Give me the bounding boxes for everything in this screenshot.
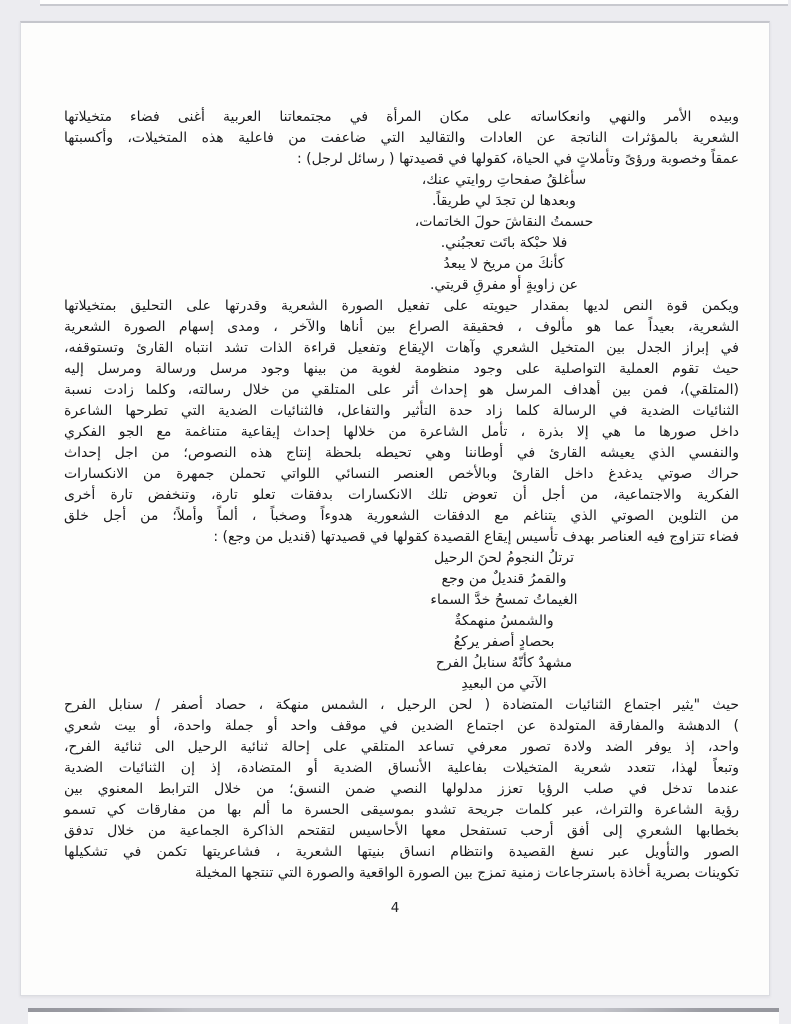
next-page-top-shadow xyxy=(28,1008,779,1012)
text-line: فضاء تتزاوج فيه العناصر بهدف تأسيس إيقاع القصيدة كقولها في قصيدتها (قنديل من وجع) : xyxy=(213,529,739,545)
text-line: ترتلُ النجومُ لحنَ الرحيل xyxy=(433,550,575,566)
text-line: وبعدها لن تجدَ لي طريقاً. xyxy=(432,193,576,209)
text-line: والشمسُ منهمكةٌ xyxy=(454,613,554,629)
paragraph-block xyxy=(64,107,739,170)
text-line: الشعرية بالمؤثرات الناتجة عن العادات والتقاليد التي ضاعفت من فاعلية هذه المتخيلات، وأكسبتها xyxy=(64,130,739,146)
text-line: الشعرية، بعيداً عما هو مألوف ، فحقيقة الصراع بين أناها والآخر ، ومدى إسهام الصورة الشعرية xyxy=(64,319,739,335)
poem-block xyxy=(64,548,739,695)
text-line: حراك صوتي يدغدغ داخل القارئ وبالأخص العنصر النسائي اللواتي تحملن جمهرة من الانكسارات xyxy=(64,466,739,482)
text-line: عمقاً وخصوبة ورؤىً وتأملاتٍ في الحياة، كقولها في قصيدتها ( رسائل لرجل) : xyxy=(297,151,739,167)
text-line: بحصادٍ أصفر يركعُ xyxy=(453,634,555,650)
text-line: من التلوين الصوتي الذي يتناغم مع الدفقات الشعورية هدوءاً وصخباً ، ألماً وأملاً؛ من أجل خلق xyxy=(64,508,739,524)
text-line: وتبعاً لهذا، تتعدد شعرية المتخيلات بفاعلية الأنساق الضدية أو المتضادة، إذ إن الثنائيات الضدية xyxy=(64,760,739,776)
text-line: في إبراز الجدل بين المتخيل الشعري وآهات الإيقاع وتفعيل قراءة الذات تشد انتباه القارئ وتستوقفه، xyxy=(64,340,739,356)
text-line: واحد، إذ يوفر الضد ولادة تصور معرفي تساعد المتلقي على إحالة ثنائية الرحيل الى ثنائية الفرح، xyxy=(64,739,739,755)
poem-block xyxy=(64,170,739,296)
text-line: عن زاويةٍ أو مفرقِ قريتي. xyxy=(429,277,579,293)
text-line: حيث "يثير اجتماع الثنائيات المتضادة ( لحن الرحيل ، الشمس منهكة ، حصاد أصفر / سنابل الفرح xyxy=(64,697,739,713)
text-line: حسمتُ النقاشَ حولَ الخاتمات، xyxy=(414,214,594,230)
text-line: رؤية الشاعرة والتراث، عبر كلمات جريحة تشدو بموسيقى الحسرة ما ألم بها من مفارقات كي تسمو xyxy=(64,802,739,818)
text-line: كأنكَ من مريخ لا يبعدُ xyxy=(443,256,565,272)
text-line: تكوينات بصرية أخاذة باسترجاعات زمنية تمزج بين الصورة الواقعية والصورة التي تنتجها المخيلة xyxy=(195,865,739,881)
text-line: عندما تدخل في صلب الرؤيا تعزز مدلولها النصي ضمن النسق؛ من خلال الترابط المعنوي بين xyxy=(64,781,739,797)
text-line: (المتلقي)، فمن بين أهداف المرسل هو إحداث أثر على المتلقي من خلال رسالته، وكلما زادت نسبة xyxy=(64,382,739,398)
text-line: والقمرُ قنديلٌ من وجع xyxy=(441,571,567,587)
text-line: ) الدهشة والمفارقة المتولدة عن اجتماع الضدين في موقف واحد أو جملة واحدة، أو بيت شعري xyxy=(64,718,739,734)
page-number: 4 xyxy=(390,900,400,916)
text-line: الثنائيات الضدية في الرسالة كلما زاد حدة التأثير والتفاعل، فالثنائيات الضدية التي تطرحها الشاعرة xyxy=(64,403,739,419)
previous-page-edge xyxy=(40,0,788,6)
page-content xyxy=(21,23,769,884)
next-page-edge xyxy=(28,1008,779,1024)
paragraph-block xyxy=(64,296,739,548)
text-line: حيث تقوم العملية التواصلية على وجود منظومة لغوية من بينها وجود مرسل ورسالة ومرسل إليه xyxy=(64,361,739,377)
text-line: الغيماتُ تمسحُ خدَّ السماء xyxy=(430,592,578,608)
paragraph-block xyxy=(64,695,739,884)
text-line: والنفسي الذي يعيشه القارئ في أوطاننا وهي تحيطه بلحظة إنتاج هذه النصوص؛ من اجل إحداث xyxy=(64,445,739,461)
text-line: مشهدٌ كأنّهُ سنابلُ الفرح xyxy=(435,655,573,671)
text-line: ويكمن قوة النص لديها بمقدار حيويته على تفعيل الصورة الشعرية وقدرتها على التحليق بمتخيلاتها xyxy=(64,298,739,314)
document-page xyxy=(20,21,770,996)
text-line: بخطابها الشعري إلى أفق أرحب تستفحل معها الأحاسيس لتقتحم الذاكرة الجماعية من خلال تدفق xyxy=(64,823,739,839)
text-line: فلا حبْكة باتَت تعجبُني. xyxy=(440,235,568,251)
text-line: وبيده الأمر والنهي وانعكاساته على مكان المرأة في مجتمعاتنا العربية أغنى فضاء متخيلاتها xyxy=(64,109,739,125)
text-line: سأغلقُ صفحاتِ روايتي عنك، xyxy=(421,172,587,188)
text-line: الفكرية والاجتماعية، من أجل أن تعوض تلك الانكسارات بدفقات تعلو تارة، وتنخفض تارة أخرى xyxy=(64,487,739,503)
text-line: الصور والتأويل عبر نسغ القصيدة وانتظام انساق بنيتها الشعرية ، فشاعريتها تكمن في تشكيلها xyxy=(64,844,739,860)
text-line: داخل صورها ما هي إلا بذرة ، تأمل الشاعرة من خلالها إحداث إيقاعية متناغمة مع الجو الفكري xyxy=(64,424,739,440)
text-line: الآتي من البعيدِ xyxy=(461,676,547,692)
